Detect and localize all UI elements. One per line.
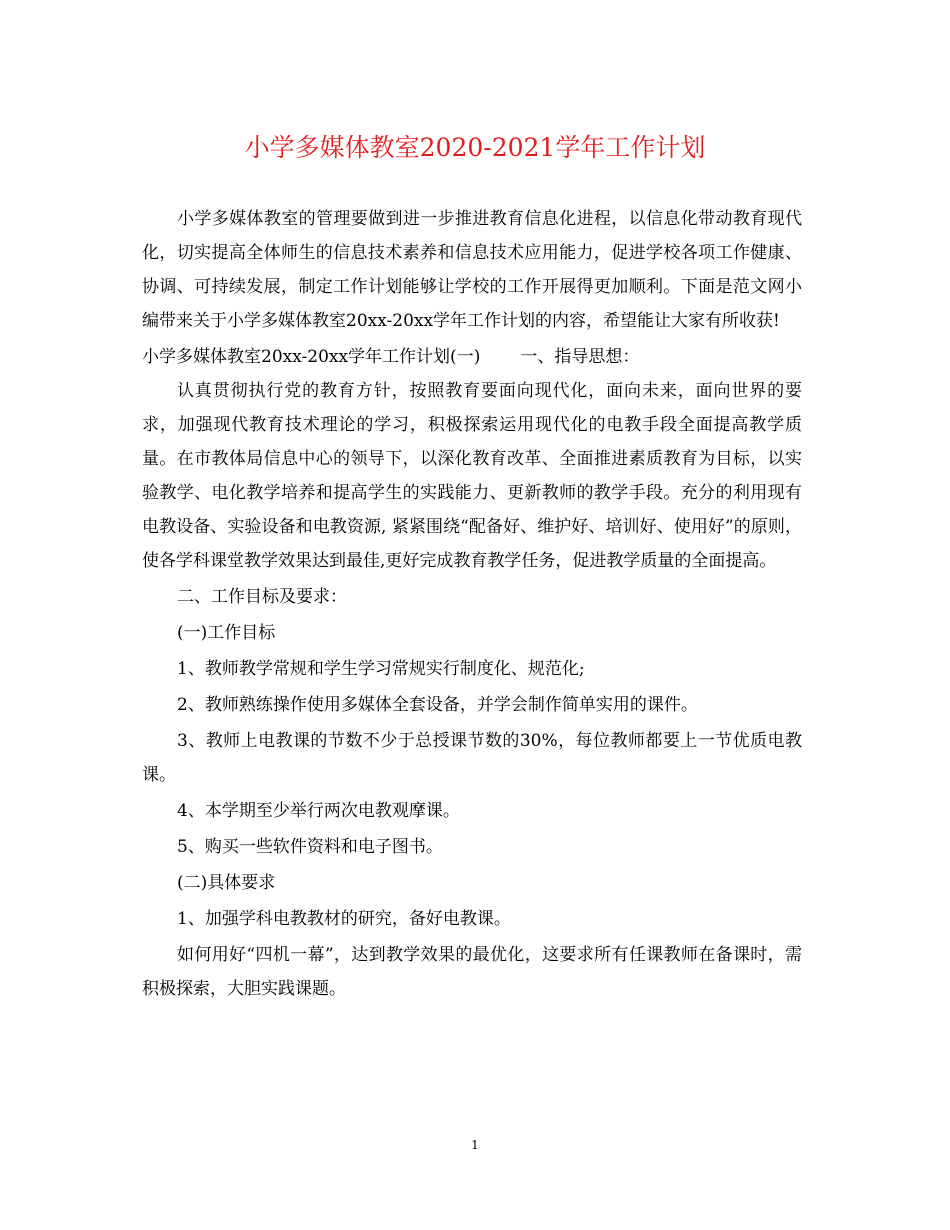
goals-requirements-heading: 二、工作目标及要求： bbox=[177, 587, 347, 607]
intro-paragraph: 小学多媒体教室的管理要做到进一步推进教育信息化进程，以信息化带动教育现代化，切实提高全体师生的信息技术素养和信息技术应用能力，促进学校各项工作健康、协调、可持续发展，制定工作计划能够让学校的工作开展得更加顺利。下面是范文网小编带来关于小学多媒体教室20xx-20xx学年工作计划的内容，希望能让大家有所收获! bbox=[142, 209, 802, 331]
goal-item: 3、教师上电教课的节数不少于总授课节数的30%，每位教师都要上一节优质电教课。 bbox=[142, 731, 802, 785]
goal-item: 4、本学期至少举行两次电教观摩课。 bbox=[177, 801, 460, 821]
requirement-subheading: (二)具体要求 bbox=[177, 873, 276, 893]
section-subtitle: 一、指导思想： bbox=[520, 347, 640, 367]
guiding-paragraph: 认真贯彻执行党的教育方针，按照教育要面向现代化，面向未来，面向世界的要求，加强现代教育技术理论的学习，积极探索运用现代化的电教手段全面提高教学质量。在市教体局信息中心的领导下，以深化教育改革、全面推进素质教育为目标，以实验教学、电化教学培养和提高学生的实践能力、更新教师的教学手段。充分的利用现有电教设备、实验设备和电教资源, 紧紧围绕“配备好、维护好、培训好、使用好”的原则，使各学科课堂教学效果达到最佳,更好完成教育教学任务，促进教学质量的全面提高。 bbox=[142, 381, 802, 571]
requirement-item: 1、加强学科电教教材的研究，备好电教课。 bbox=[177, 909, 511, 929]
document-title: 小学多媒体教室2020-2021学年工作计划 bbox=[244, 133, 706, 162]
goal-item: 1、教师教学常规和学生学习常规实行制度化、规范化; bbox=[177, 659, 585, 679]
goal-subheading: (一)工作目标 bbox=[177, 623, 276, 643]
goal-item: 5、购买一些软件资料和电子图书。 bbox=[177, 837, 443, 857]
page-number: 1 bbox=[471, 1138, 479, 1152]
document-body bbox=[142, 202, 802, 1006]
section-title: 小学多媒体教室20xx-20xx学年工作计划(一) bbox=[142, 347, 481, 367]
goal-item: 2、教师熟练操作使用多媒体全套设备，并学会制作简单实用的课件。 bbox=[177, 695, 698, 715]
requirement-paragraph: 如何用好“四机一幕”，达到教学效果的最优化，这要求所有任课教师在备课时，需积极探索，大胆实践课题。 bbox=[142, 945, 802, 999]
section-heading-line bbox=[142, 340, 802, 374]
